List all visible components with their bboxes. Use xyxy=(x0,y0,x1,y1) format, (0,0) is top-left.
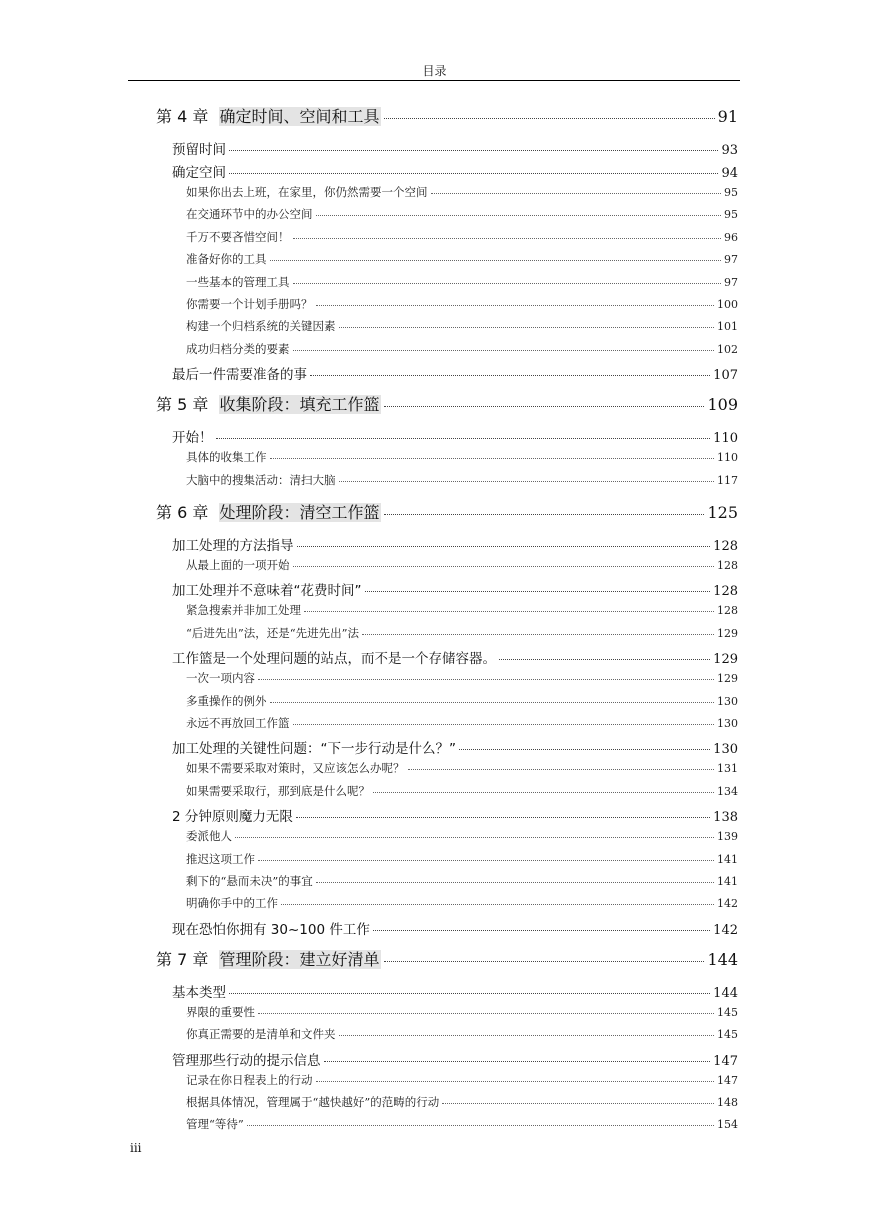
toc-entry-title: 管理那些行动的提示信息 xyxy=(172,1052,321,1069)
toc-chapter[interactable] xyxy=(156,392,738,415)
toc-subsection[interactable] xyxy=(186,693,738,709)
toc-entry-title xyxy=(156,392,381,415)
toc-entry-title: 如果需要采取行，那到底是什么呢？ xyxy=(186,783,370,798)
toc-entry-title: 紧急搜索并非加工处理 xyxy=(186,603,301,618)
toc-page-number: 110 xyxy=(717,451,738,465)
toc-entry-title: 基本类型 xyxy=(172,984,226,1001)
dot-leader xyxy=(229,993,710,994)
toc-page-number: 141 xyxy=(717,852,738,866)
toc-section[interactable] xyxy=(172,981,738,1001)
dot-leader xyxy=(310,375,710,376)
dot-leader xyxy=(384,961,705,962)
toc-section[interactable] xyxy=(172,363,738,383)
toc-page-number: 145 xyxy=(717,1028,738,1042)
toc-entry-title: 明确你手中的工作 xyxy=(186,896,278,911)
toc-page-number: 130 xyxy=(717,717,738,730)
toc-page-number: 128 xyxy=(713,539,738,554)
toc-page-number: 128 xyxy=(717,604,738,618)
dot-leader xyxy=(316,215,722,216)
toc-entry-title: 2 分钟原则魔力无限 xyxy=(172,809,293,826)
toc-page-number: 110 xyxy=(713,431,738,447)
dot-leader xyxy=(339,327,715,328)
toc-entry-title: 大脑中的搜集活动：清扫大脑 xyxy=(186,472,336,487)
toc-subsection[interactable] xyxy=(186,670,738,686)
toc-page-number: 139 xyxy=(717,830,738,844)
toc-entry-title: 永远不再放回工作篮 xyxy=(186,716,290,730)
toc-subsection[interactable] xyxy=(186,341,738,357)
dot-leader xyxy=(459,749,710,750)
dot-leader xyxy=(297,546,711,547)
toc-entry-title xyxy=(156,500,381,523)
toc-subsection[interactable] xyxy=(186,783,738,799)
toc-page-number: 102 xyxy=(717,342,738,356)
toc-section[interactable] xyxy=(172,737,738,757)
toc-page-number: 147 xyxy=(717,1073,738,1087)
toc-entry-title: 剩下的“悬而未决”的事宜 xyxy=(186,874,313,888)
toc-entry-title: 现在恐怕你拥有 30~100 件工作 xyxy=(172,921,370,938)
dot-leader xyxy=(499,659,710,660)
chapter-number: 第 7 章 xyxy=(156,949,209,969)
toc-entry-title xyxy=(156,947,381,970)
toc-page-number: 129 xyxy=(713,652,738,668)
dot-leader xyxy=(442,1103,714,1104)
toc-subsection[interactable] xyxy=(186,851,738,867)
dot-leader xyxy=(293,350,715,351)
toc-subsection[interactable] xyxy=(186,602,738,618)
toc-section[interactable] xyxy=(172,161,738,181)
dot-leader xyxy=(384,118,715,119)
toc-chapter[interactable] xyxy=(156,104,738,127)
toc-entry-title: 如果你出去上班，在家里，你仍然需要一个空间 xyxy=(186,185,428,199)
toc-page-number: 141 xyxy=(717,875,738,888)
toc-section[interactable] xyxy=(172,138,738,158)
toc-page-number: 154 xyxy=(717,1118,738,1132)
toc-entry-title: 一次一项内容 xyxy=(186,671,255,686)
toc-subsection[interactable] xyxy=(186,1116,738,1132)
toc-entry-title: 构建一个归档系统的关键因素 xyxy=(186,319,336,334)
dot-leader xyxy=(235,837,714,838)
dot-leader xyxy=(281,904,714,905)
toc-page-number: 117 xyxy=(717,473,738,487)
toc-page-number: 134 xyxy=(717,784,738,798)
toc-subsection[interactable] xyxy=(186,828,738,844)
toc-entry-title: 多重操作的例外 xyxy=(186,693,267,708)
toc-section[interactable] xyxy=(172,647,738,667)
dot-leader xyxy=(373,792,714,793)
toc-entry-title: 管理“等待” xyxy=(186,1117,244,1132)
toc-subsection[interactable] xyxy=(186,184,738,200)
dot-leader xyxy=(258,679,714,680)
toc-subsection[interactable] xyxy=(186,557,738,573)
toc-entry-title: 加工处理的方法指导 xyxy=(172,538,294,554)
chapter-title: 收集阶段：填充工作篮 xyxy=(219,395,380,415)
toc-entry-title xyxy=(156,104,381,127)
dot-leader xyxy=(362,634,714,635)
toc-page-number: 101 xyxy=(717,320,738,334)
toc-section[interactable] xyxy=(172,1049,738,1069)
dot-leader xyxy=(408,769,715,770)
toc-page-number: 128 xyxy=(717,559,738,572)
dot-leader xyxy=(339,1035,715,1036)
dot-leader xyxy=(258,860,714,861)
toc-entry-title: 如果不需要采取对策时，又应该怎么办呢？ xyxy=(186,761,405,776)
dot-leader xyxy=(316,305,715,306)
chapter-title: 处理阶段：清空工作篮 xyxy=(219,503,380,522)
toc-section[interactable] xyxy=(172,534,738,554)
dot-leader xyxy=(365,591,711,592)
toc-entry-title: 加工处理的关键性问题：“下一步行动是什么？” xyxy=(172,741,456,758)
toc-subsection[interactable] xyxy=(186,449,738,465)
dot-leader xyxy=(247,1125,714,1126)
dot-leader xyxy=(216,438,711,439)
toc-entry-title: 根据具体情况，管理属于“越快越好”的范畴的行动 xyxy=(186,1095,440,1109)
toc-entry-title: 你真正需要的是清单和文件夹 xyxy=(186,1027,336,1042)
toc-entry-title: 开始！ xyxy=(172,430,213,447)
toc-entry-title: 一些基本的管理工具 xyxy=(186,274,290,289)
dot-leader xyxy=(270,260,722,261)
page-number: iii xyxy=(130,1141,142,1155)
toc-page-number: 100 xyxy=(717,298,738,311)
toc-page-number: 145 xyxy=(717,1005,738,1019)
toc-page-number: 109 xyxy=(707,395,738,415)
toc-subsection[interactable] xyxy=(186,318,738,334)
toc-subsection[interactable] xyxy=(186,715,738,731)
toc-section[interactable] xyxy=(172,426,738,446)
toc-page-number: 125 xyxy=(707,503,738,522)
toc-page-number: 107 xyxy=(713,368,738,384)
toc-entry-title: “后进先出”法，还是“先进先出”法 xyxy=(186,625,360,640)
toc-page-number: 142 xyxy=(713,922,738,938)
toc-page-number: 97 xyxy=(724,253,738,267)
toc-subsection[interactable] xyxy=(186,229,738,245)
toc-subsection[interactable] xyxy=(186,1004,738,1020)
toc-page-number: 144 xyxy=(707,949,738,969)
toc-page-number: 147 xyxy=(713,1053,738,1069)
toc-page-number: 129 xyxy=(717,672,738,686)
toc-subsection[interactable] xyxy=(186,296,738,312)
toc-page-number: 96 xyxy=(724,230,738,244)
running-header: 目录 xyxy=(422,64,447,78)
dot-leader xyxy=(293,238,722,239)
dot-leader xyxy=(270,702,715,703)
toc-entry-title: 确定空间 xyxy=(172,165,226,181)
chapter-number: 第 4 章 xyxy=(156,107,209,126)
toc-subsection[interactable] xyxy=(186,895,738,911)
toc-page-number: 130 xyxy=(717,694,738,708)
toc-entry-title: 你需要一个计划手册吗？ xyxy=(186,297,313,311)
toc-entry-title: 准备好你的工具 xyxy=(186,252,267,267)
dot-leader xyxy=(431,193,722,194)
dot-leader xyxy=(296,817,710,818)
toc-entry-title: 在交通环节中的办公空间 xyxy=(186,207,313,222)
toc-page-number: 130 xyxy=(713,742,738,758)
header-rule xyxy=(128,80,740,81)
dot-leader xyxy=(270,458,715,459)
toc-entry-title: 最后一件需要准备的事 xyxy=(172,367,307,384)
toc-entry-title: 从最上面的一项开始 xyxy=(186,558,290,572)
toc-page-number: 95 xyxy=(724,208,738,222)
chapter-number: 第 6 章 xyxy=(156,503,209,522)
dot-leader xyxy=(229,150,718,151)
chapter-title: 确定时间、空间和工具 xyxy=(219,107,380,126)
toc-page-number: 138 xyxy=(713,810,738,826)
toc-page-number: 91 xyxy=(717,107,738,126)
dot-leader xyxy=(316,1081,715,1082)
toc-section[interactable] xyxy=(172,918,738,938)
toc-chapter[interactable] xyxy=(156,500,738,523)
toc-entry-title: 委派他人 xyxy=(186,829,232,844)
dot-leader xyxy=(293,283,722,284)
dot-leader xyxy=(324,1061,711,1062)
toc-subsection[interactable] xyxy=(186,625,738,641)
toc-chapter[interactable] xyxy=(156,947,738,970)
toc-subsection[interactable] xyxy=(186,760,738,776)
toc-subsection[interactable] xyxy=(186,206,738,222)
toc-page-number: 94 xyxy=(721,166,738,181)
toc-section[interactable] xyxy=(172,805,738,825)
toc-subsection[interactable] xyxy=(186,472,738,488)
toc-subsection[interactable] xyxy=(186,274,738,290)
toc-page-number: 97 xyxy=(724,275,738,289)
dot-leader xyxy=(339,481,715,482)
toc-page-number: 128 xyxy=(713,584,738,600)
dot-leader xyxy=(384,514,705,515)
toc-page-number: 93 xyxy=(721,143,738,158)
toc-entry-title: 工作篮是一个处理问题的站点，而不是一个存储容器。 xyxy=(172,651,496,668)
dot-leader xyxy=(258,1013,714,1014)
dot-leader xyxy=(373,930,710,931)
dot-leader xyxy=(304,611,714,612)
toc-entry-title: 具体的收集工作 xyxy=(186,450,267,465)
dot-leader xyxy=(229,173,718,174)
chapter-title: 管理阶段：建立好清单 xyxy=(219,949,380,969)
toc-entry-title: 加工处理并不意味着“花费时间” xyxy=(172,583,362,600)
dot-leader xyxy=(293,724,715,725)
toc-subsection[interactable] xyxy=(186,1072,738,1088)
toc-subsection[interactable] xyxy=(186,873,738,889)
toc-entry-title: 预留时间 xyxy=(172,142,226,158)
toc-page-number: 129 xyxy=(717,626,738,640)
toc-entry-title: 界限的重要性 xyxy=(186,1004,255,1019)
toc-page-number: 148 xyxy=(717,1096,738,1109)
toc-entry-title: 推迟这项工作 xyxy=(186,851,255,866)
dot-leader xyxy=(293,566,715,567)
toc-entry-title: 成功归档分类的要素 xyxy=(186,341,290,356)
toc-page-number: 144 xyxy=(713,985,738,1001)
chapter-number: 第 5 章 xyxy=(156,395,209,415)
toc-subsection[interactable] xyxy=(186,251,738,267)
toc-subsection[interactable] xyxy=(186,1026,738,1042)
dot-leader xyxy=(384,406,705,407)
toc-page-number: 95 xyxy=(724,186,738,199)
toc-page-number: 142 xyxy=(717,897,738,911)
toc-page-number: 131 xyxy=(717,762,738,776)
toc-subsection[interactable] xyxy=(186,1094,738,1110)
toc-section[interactable] xyxy=(172,579,738,599)
toc-entry-title: 记录在你日程表上的行动 xyxy=(186,1072,313,1087)
toc-entry-title: 千万不要吝惜空间！ xyxy=(186,229,290,244)
dot-leader xyxy=(316,882,714,883)
